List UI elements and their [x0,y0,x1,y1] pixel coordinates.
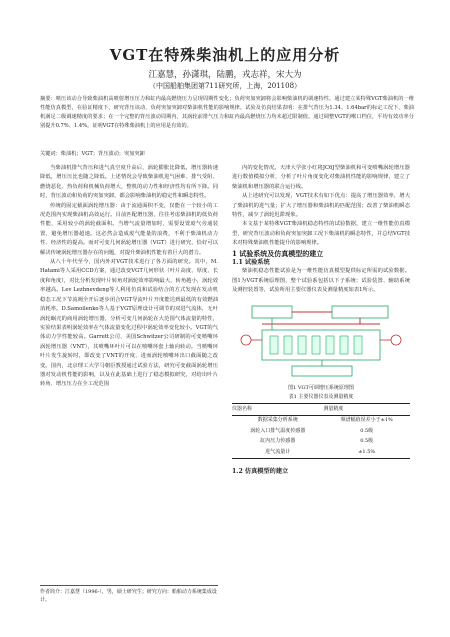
body-paragraph: 内的变化情况。天津大学张小红将JC6J型柴油机和可变喷嘴涡轮增压器进行数值模拟分析，分析了叶片角度变化对柴油机性能的影响规律，建立了柴油机和增压器的联合运行线。 [232,165,410,190]
body-paragraph: 柴油机稳态性能试验是为一维性能仿真模型提供标定所需的试验数据。图1为VGT系统原理图，整个试验系包括以下子系统：试验装置、辅助系统及测控装置等，试验所用主要仪器仪表及测量精度如表1所示。 [232,268,410,294]
dyno-box [292,366,352,376]
table-cell: 频谱幅值误差小于±1% [340,417,393,424]
body-paragraph: 本文基于某特殊VGT柴油机稳态特性的试验数据，建立一维性能仿真模型，研究背压波动和负荷突加突卸工况下柴油机的瞬态特性，并总结VGT技术对特殊柴油机性能提升的影响规律。 [232,221,410,247]
cylinder-group [270,336,362,354]
table-row [232,415,410,426]
table-row [232,447,410,458]
paper-authors: 江嘉慧，孙潇琪，陆鹏，戎志祥，宋大为 [148,70,302,80]
vgt-system-diagram [232,300,410,382]
figure-caption: 图1 VGT可调增压系统原理图 [288,384,354,391]
table-header: 测量精度 [323,403,410,415]
body-paragraph: 当柴油机排气背压和进气真空度升高后，涡轮膨胀比降低，增压器转速降低，增压压比也随之降低。上述情况会导致柴油机进气困难、排气受阻、燃烧恶化、热负荷和机械负荷增大，整机的动力性和经济性均有所下降。同时，背压波动和负荷的突加突卸，都会影响柴油机的稳定性和瞬态特性。 [40,165,218,200]
left-column [40,164,218,390]
body-paragraph: 从八十年代至今，国内外对VGT技术进行了各方面的研究。其中，M. Hatami等人采用CCD方案，通过改变VGT几何形状（叶片高度、厚度、长度和角度），对比分析发现叶片转角对涡轮效率影响最大，转角越小，涡轮效率越高。Lev Lezhnevdeng等人利用仿真和试验结合的方式发现在发动机稳态工况下节流阀全开后逐步闭合VGT导流叶片开度能达到最低的有效燃油消耗率。D.Samoilenko等人基于VGT原理设计可调节的双进气流体，无叶涡轮蜗壳的商用涡轮增压器，分析可变几何涡轮在大范围气体流量的特性，实验结果表明涡轮效率在气体流量变化过程中涡轮效率变化较小。VGT的气体动力学性能较高。Garrett公司、美国Schwitzer公司研制的可变喷嘴环涡轮增压器（VNT），其喷嘴环叶片可以在喷嘴环套上轴向转动。当喷嘴环叶片发生旋转时，即改变了VNT的开度，进而涡轮喷嘴环出口截面随之改变。国内，北京理工大学马朝臣教授通过试验方法，研究可变截面涡轮增压器对发动机性能的影响，以及在此基础上进行了稳态模拟研究，对给出叶片转角、增压压力在全工况范围 [40,259,218,388]
diagram-svg [232,300,410,382]
table-cell: 缸内压力传感器 [260,438,296,445]
sensor-circle [241,335,251,345]
table-cell: 0.5级 [360,438,374,445]
intake-box [252,306,292,318]
table-cell: 0.5级 [360,427,374,434]
table-cell: 进气流量计 [232,447,323,458]
compressor-box [332,306,388,318]
table-header-row [232,403,410,415]
author-footnote: 作者简介：江嘉慧（1996-），男，硕士研究生；研究方向：船舶动力系统集成设计。 [40,585,218,604]
table-row [232,426,410,436]
right-column [232,164,410,476]
paper-keywords: 关键词：柴油机；VGT；背压波动；突加突卸 [40,151,145,157]
body-paragraph: 传统的固定截面涡轮增压器：由于流通面积不变，仅能在一个较小的工况范围内实现柴油机高效运行。目前匹配增压器，往往考虑柴油机的低负荷性能，采用较小的涡轮截面积。当增气流量增加时，需要设置废气旁通装置，避免增压器超速。这必然会造成废气能量的浪费，不利于柴油机动力性、经济性的提高。而对可变几何涡轮增压器（VGT）进行研究，恰好可以解决传统涡轮增压器存在的问题，对提升柴油机性能有着巨大的潜力。 [40,202,218,256]
subsection-heading: 1.2 仿真模型的建立 [232,467,289,475]
table-cell: ±1.5% [323,447,410,458]
table-caption: 表1 主要仪器仪表及测量精度 [288,394,354,401]
table-cell: 涡轮入口排气温度传感器 [250,427,306,434]
body-paragraph: 从上述研究可以发现，VGT技术有如下优点：提高了增压器效率，增大了柴油机的进气量；扩大了增压器和柴油机的匹配范围；改善了柴油机瞬态特性，减少了涡轮迟滞现象。 [232,193,410,219]
sensor-circle [391,335,401,345]
instrument-table [232,403,410,459]
table-row [232,437,410,447]
paper-title: VGT在特殊柴油机上的应用分析 [109,46,341,64]
section-heading: 1 试验系统及仿真模型的建立 [232,248,324,258]
table-cell: 数据采集分析系统 [257,417,298,424]
paper-abstract: 摘要：喷压该动合导致柴油机高喷射增压压力和缸内最高燃烧压力呈现周期性变化；负荷突加突卸将会影响柴油机的调速特性。通过建立某特殊VGT柴油机的一维性能仿真模型，在验证精度下，研究背压该动、负荷突加突卸对柴油机性能的影响规律。试验及仿真结果表明：在排气背压为1.34、1.64bar的标定工况下，柴油机满足二级调速精度的要求；在一个完整的背压波动周期内，其涡轮前排气压力和缸内最高燃烧压力均未超过限制值。通过调整VGT的喉口档位，平均有效功率分别提升0.7%、1.4%。证明VGT在特殊柴油机上的应用是有效的。 [40,96,414,129]
subsection-heading: 1.1 试验系统 [232,259,270,267]
paper-affiliation: （中国船舶集团第711研究所，上海，201108） [148,82,302,90]
table-header: 仪器名称 [232,403,323,415]
